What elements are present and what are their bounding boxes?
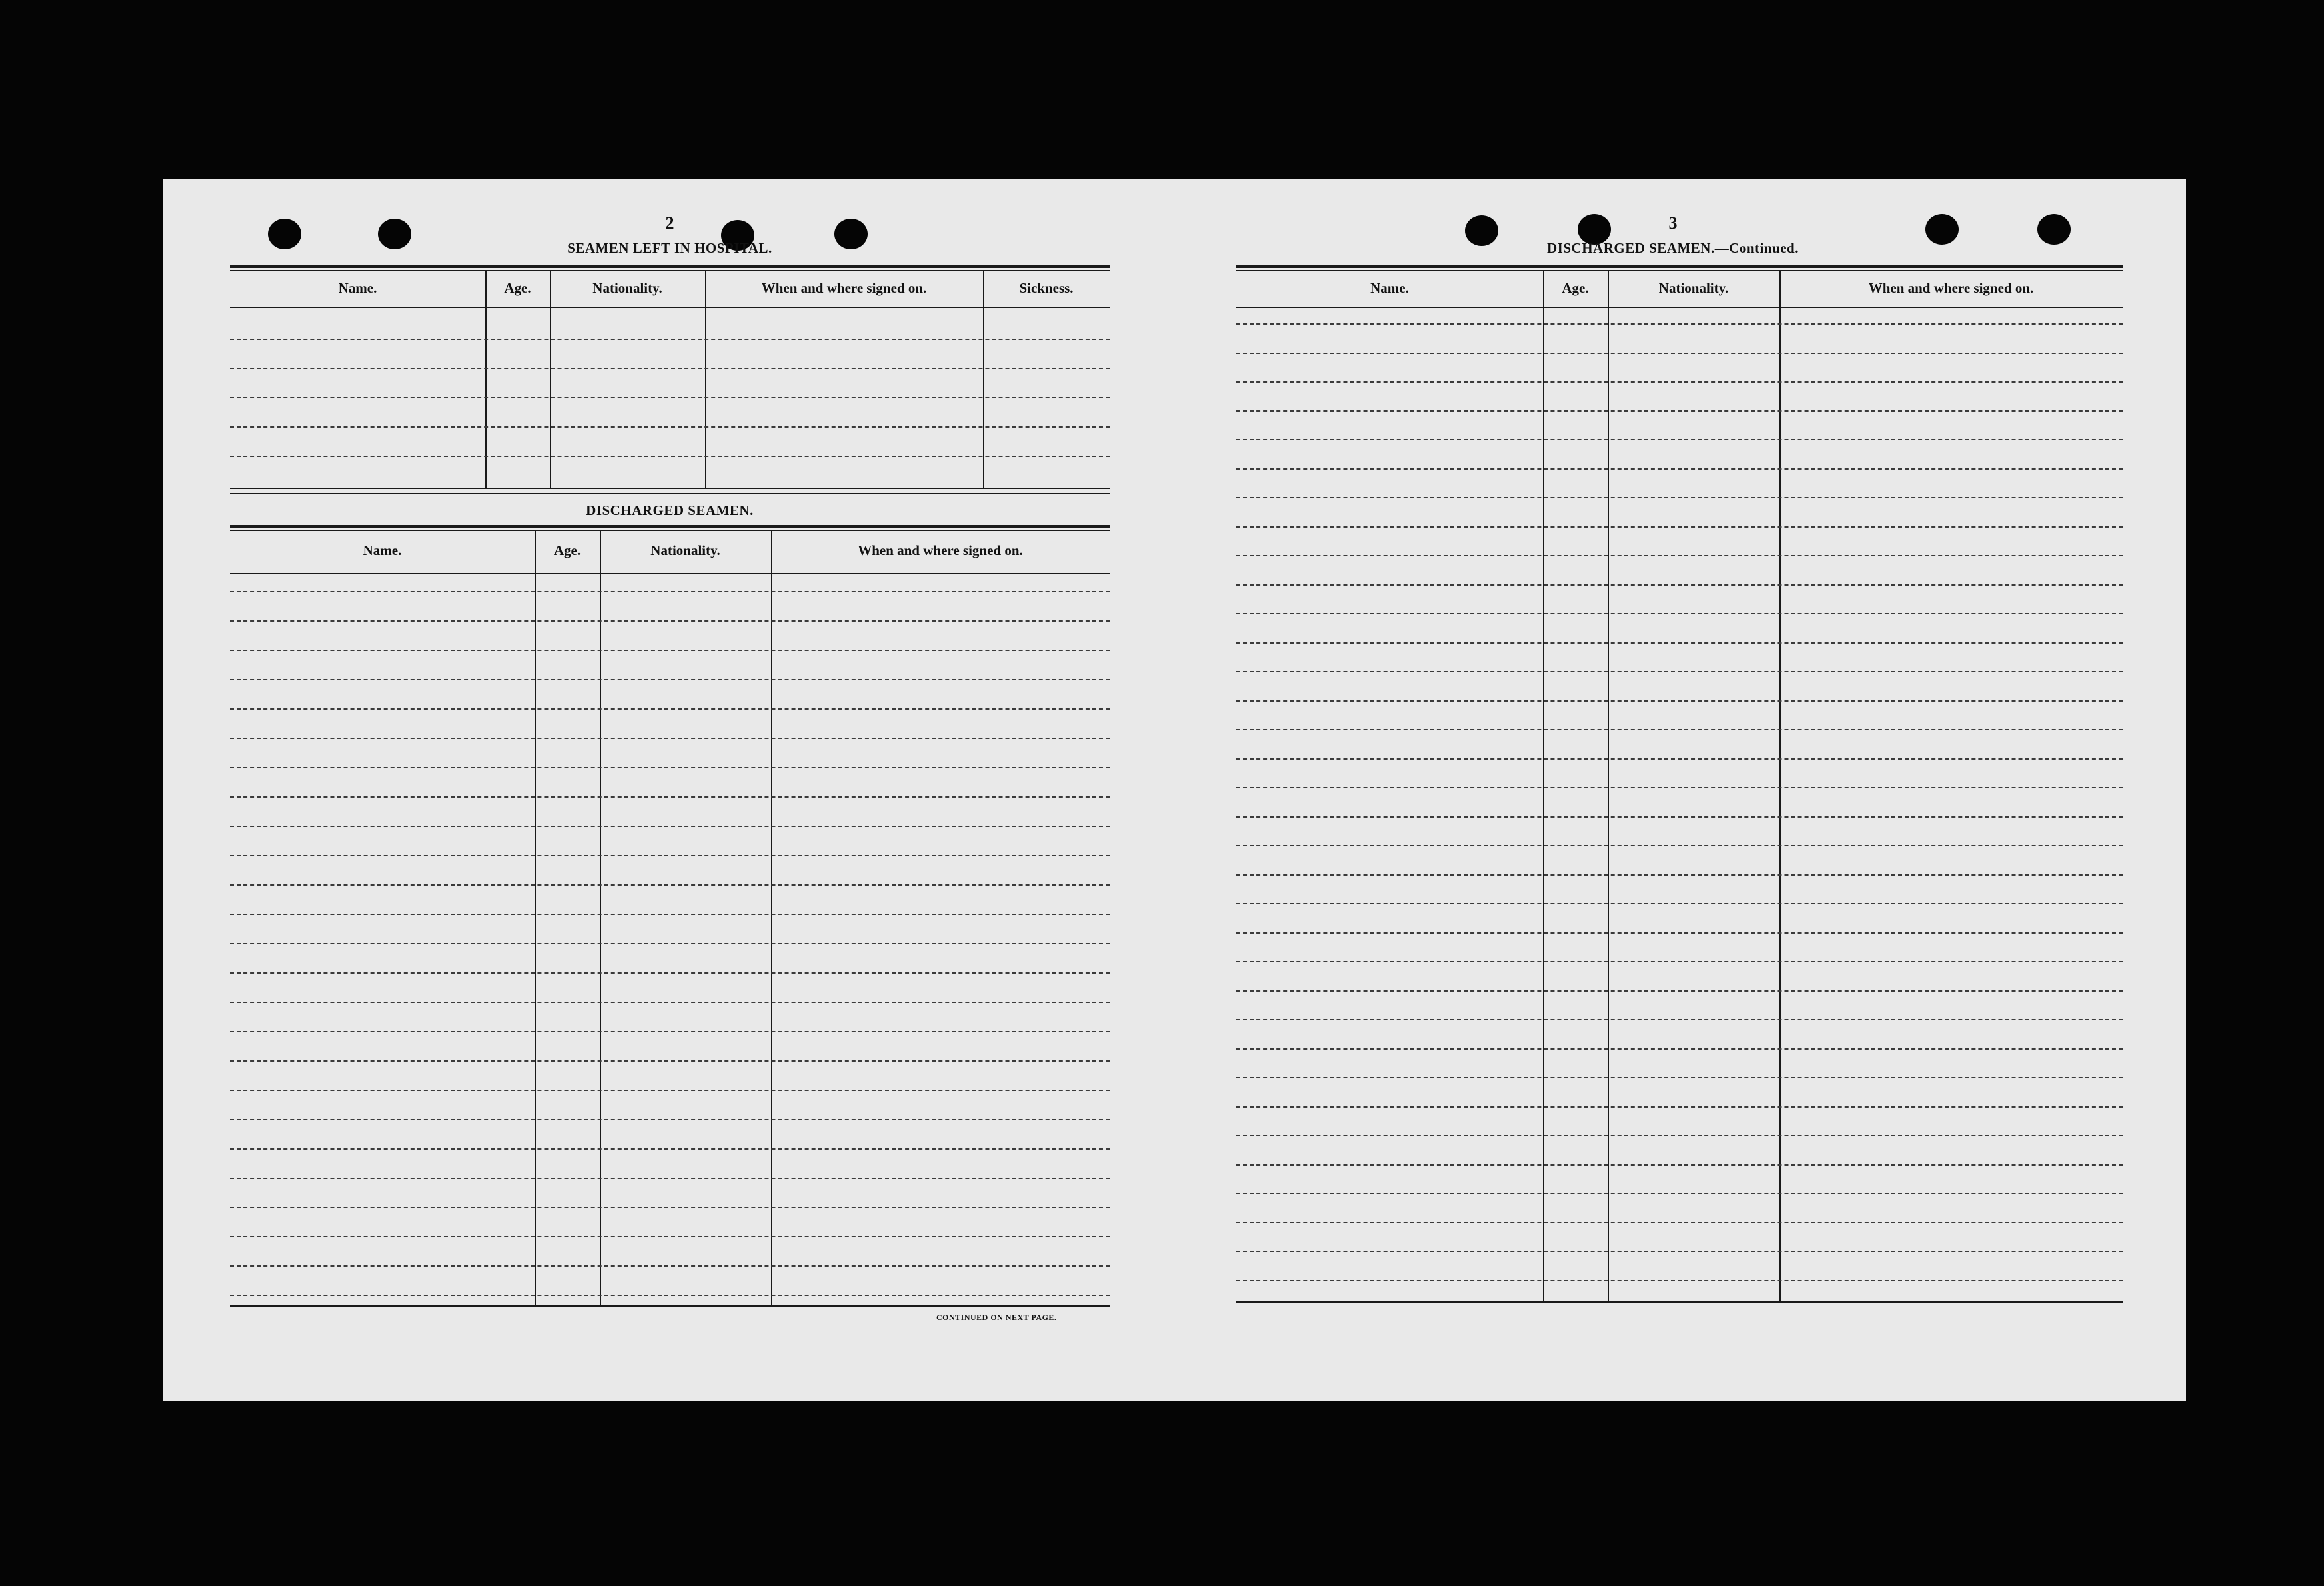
blank-entry-line [1236,845,2123,846]
blank-entry-line [1236,1019,2123,1020]
blank-entry-line [1236,1251,2123,1252]
blank-entry-line [230,1178,1110,1179]
discharged-continued-title: DISCHARGED SEAMEN.—Continued. [1547,240,1799,256]
blank-entry-line [230,456,1110,457]
blank-entry-line [230,650,1110,651]
column-header-nationality: Nationality. [1658,280,1729,296]
blank-entry-line [230,591,1110,592]
blank-entry-line [230,1031,1110,1032]
blank-entry-line [230,620,1110,622]
blank-entry-line [1236,990,2123,992]
discharged-table [230,525,1110,1311]
blank-entry-line [230,884,1110,886]
discharged-section-title: DISCHARGED SEAMEN. [586,502,754,518]
column-header-age: Age. [553,542,581,558]
blank-entry-line [230,826,1110,827]
blank-entry-line [1236,613,2123,614]
punch-hole [2037,214,2071,245]
column-header-name: Name. [363,542,402,558]
punch-hole [378,219,411,249]
punch-hole [834,219,868,249]
blank-entry-line [1236,1135,2123,1136]
blank-entry-line [1236,323,2123,325]
blank-entry-line [230,1002,1110,1003]
blank-entry-line [1236,468,2123,470]
blank-entry-line [230,972,1110,974]
blank-entry-line [1236,353,2123,354]
document-sheet [163,179,2186,1401]
blank-entry-line [230,708,1110,710]
blank-entry-line [1236,1048,2123,1050]
column-header-sickness: Sickness. [1019,280,1074,296]
continued-footer: CONTINUED ON NEXT PAGE. [936,1313,1057,1322]
blank-entry-line [230,1148,1110,1150]
blank-entry-line [230,397,1110,398]
blank-entry-line [230,1236,1110,1237]
blank-entry-line [1236,526,2123,528]
blank-entry-line [230,914,1110,915]
blank-entry-line [230,1295,1110,1296]
blank-entry-line [230,943,1110,944]
blank-entry-line [1236,932,2123,934]
blank-entry-line [230,1207,1110,1208]
blank-entry-line [230,1265,1110,1267]
column-header-age: Age. [1562,280,1589,296]
blank-entry-line [1236,381,2123,383]
blank-entry-line [1236,410,2123,412]
blank-entry-line [1236,787,2123,788]
discharged-continued-table [1236,265,2123,1305]
blank-entry-line [1236,439,2123,440]
blank-entry-line [1236,1222,2123,1223]
blank-entry-line [230,1060,1110,1062]
blank-entry-line [1236,758,2123,760]
blank-entry-line [1236,903,2123,904]
blank-entry-line [230,368,1110,369]
punch-hole [1465,215,1498,246]
blank-entry-line [230,796,1110,798]
blank-entry-line [1236,1077,2123,1078]
punch-hole [1925,214,1959,245]
column-header-signed-on: When and where signed on. [761,280,927,296]
blank-entry-line [230,679,1110,680]
blank-entry-line [1236,700,2123,702]
column-header-name: Name. [338,280,377,296]
blank-entry-line [1236,1193,2123,1194]
blank-entry-line [1236,555,2123,556]
punch-hole [268,219,301,249]
column-header-nationality: Nationality. [650,542,720,558]
blank-entry-line [230,767,1110,768]
column-header-age: Age. [504,280,531,296]
blank-entry-line [1236,1106,2123,1108]
blank-entry-line [1236,584,2123,586]
blank-entry-line [1236,729,2123,730]
blank-entry-line [230,855,1110,856]
blank-entry-line [230,339,1110,340]
blank-entry-line [1236,1280,2123,1281]
hospital-section-title: SEAMEN LEFT IN HOSPITAL. [567,240,772,256]
blank-entry-line [230,738,1110,739]
blank-entry-line [230,1119,1110,1120]
blank-entry-line [1236,671,2123,672]
blank-entry-line [230,426,1110,428]
column-header-signed-on: When and where signed on. [858,542,1023,558]
left-page-number: 2 [665,213,674,233]
blank-entry-line [1236,874,2123,876]
blank-entry-line [1236,497,2123,498]
blank-entry-line [1236,816,2123,818]
hospital-table [230,265,1110,498]
right-page-number: 3 [1668,213,1678,233]
blank-entry-line [230,1090,1110,1091]
blank-entry-line [1236,961,2123,962]
column-header-nationality: Nationality. [592,280,662,296]
blank-entry-line [1236,1164,2123,1166]
column-header-signed-on: When and where signed on. [1868,280,2034,296]
column-header-name: Name. [1370,280,1409,296]
blank-entry-line [1236,642,2123,644]
